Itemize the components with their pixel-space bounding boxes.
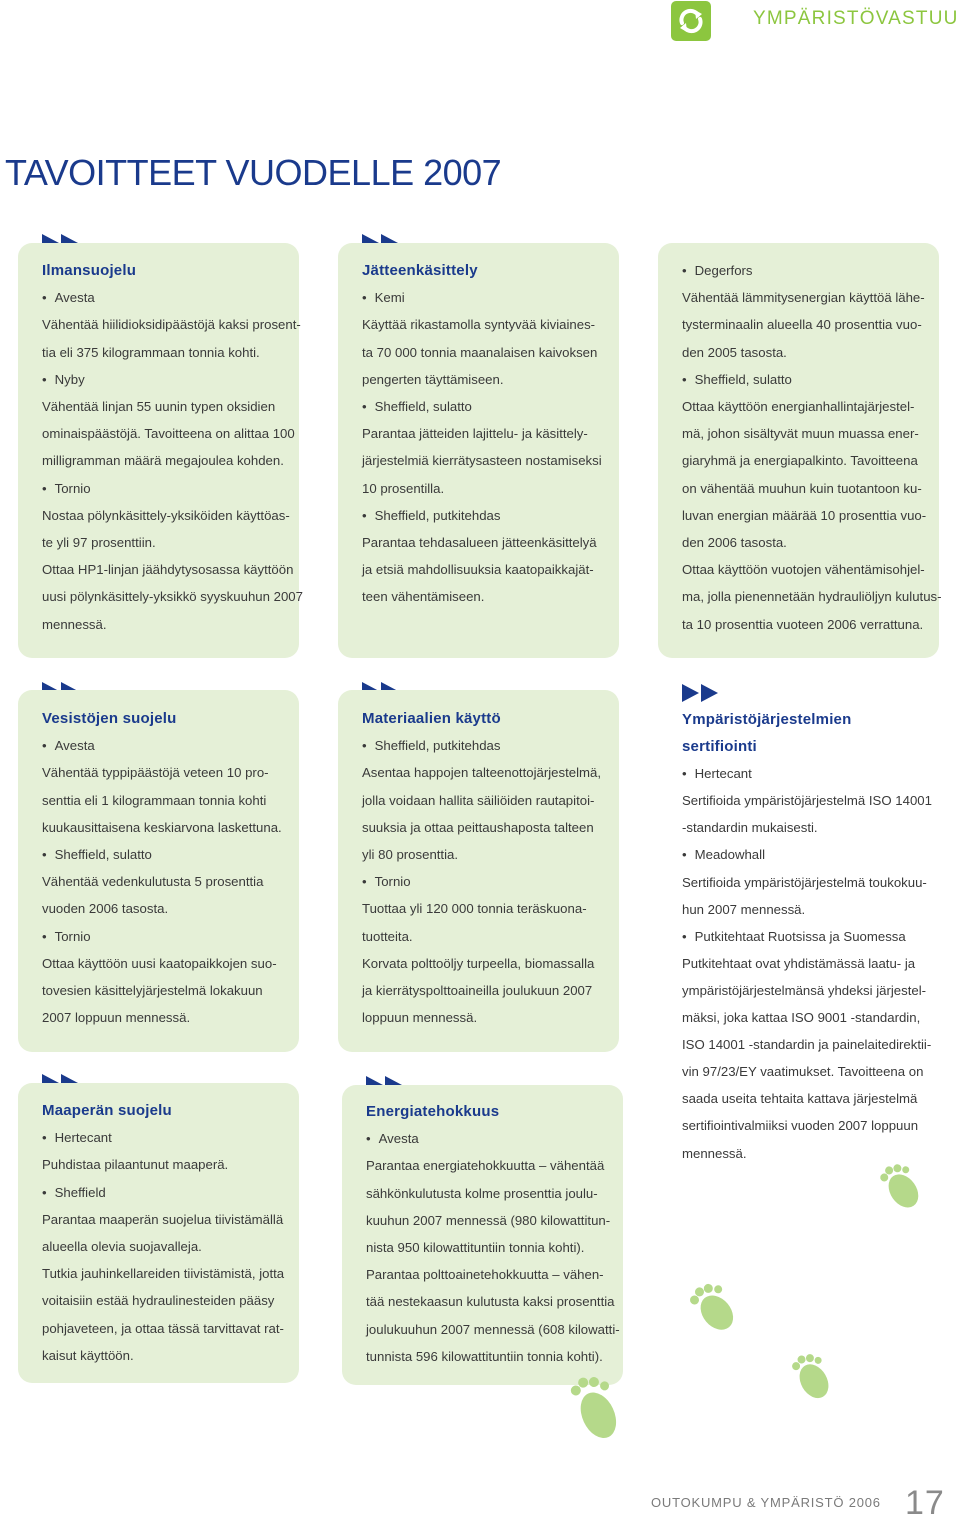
- goal-text-line: mäksi, joka kattaa ISO 9001 -standardin,: [682, 1010, 921, 1026]
- goal-text-line: Vähentää linjan 55 uunin typen oksidien: [42, 399, 276, 415]
- card-energia-top-text: [682, 257, 942, 638]
- goal-text-line: giaryhmä ja energiapalkinto. Tavoitteena: [682, 453, 918, 469]
- goal-text-line: tysterminaalin alueella 40 prosenttia vuo-: [682, 317, 922, 333]
- location-bullet: • Avesta: [42, 732, 282, 759]
- location-bullet: • Tornio: [42, 923, 282, 950]
- card-jatteenkasittely-text: [362, 257, 602, 611]
- goal-text-line: Korvata polttoöljy turpeella, biomassalla: [362, 955, 595, 971]
- publication-title: OUTOKUMPU & YMPÄRISTÖ 2006: [651, 1495, 881, 1510]
- goal-text-line: luvan energian määrää 10 prosenttia vuo-: [682, 507, 927, 523]
- goal-text-line: tuotteita.: [362, 928, 413, 944]
- goal-text-line: kaisut käyttöön.: [42, 1347, 134, 1363]
- card-materiaalien-text: [362, 705, 601, 1031]
- goal-text-line: kuuhun 2007 mennessä (980 kilowattitun-: [366, 1212, 611, 1228]
- goal-text-line: Ottaa HP1-linjan jäähdytysosassa käyttöön: [42, 562, 294, 578]
- location-bullet: • Sheffield, sulatto: [362, 393, 602, 420]
- goal-text-line: tää nestekaasun kulutusta kaksi prosenttia: [366, 1294, 615, 1310]
- goal-text-line: kuukausittaisena keskiarvona laskettuna.: [42, 819, 282, 835]
- goal-text-line: ISO 14001 -standardin ja painelaitedirektii-: [682, 1037, 932, 1053]
- location-bullet: • Sheffield, sulatto: [682, 366, 942, 393]
- card-ymparistojarjestelmien-text: [682, 706, 932, 1167]
- card-heading: Maaperän suojelu: [42, 1102, 172, 1119]
- card-vesistojen-text: [42, 705, 282, 1031]
- section-title: YMPÄRISTÖVASTUU: [753, 8, 959, 29]
- goal-text-line: Puhdistaa pilaantunut maaperä.: [42, 1157, 229, 1173]
- card-heading: Materiaalien käyttö: [362, 710, 501, 727]
- goal-text-line: järjestelmiä kierrätysasteen nostamiseksi: [362, 453, 602, 469]
- page-number: 17: [905, 1484, 945, 1522]
- location-bullet: • Sheffield, putkitehdas: [362, 732, 601, 759]
- goal-text-line: Ottaa käyttöön energianhallintajärjestel-: [682, 399, 915, 415]
- goal-text-line: suuksia ja ottaa peittaushaposta talteen: [362, 819, 594, 835]
- location-bullet: • Tornio: [362, 868, 601, 895]
- goal-text-line: Vähentää typpipäästöjä veteen 10 pro-: [42, 765, 269, 781]
- recycle-logo-icon: [671, 1, 711, 41]
- goal-text-line: joulukuuhun 2007 mennessä (608 kilowatti-: [366, 1321, 620, 1337]
- goal-text-line: Asentaa happojen talteenottojärjestelmä,: [362, 765, 602, 781]
- location-bullet: • Avesta: [366, 1125, 620, 1152]
- card-heading: sertifiointi: [682, 738, 757, 756]
- goal-text-line: den 2006 tasosta.: [682, 535, 787, 551]
- goal-text-line: senttia eli 1 kilogrammaan tonnia kohti: [42, 792, 267, 808]
- goal-text-line: 2007 loppuun mennessä.: [42, 1010, 191, 1026]
- goal-text-line: tovesien käsittelyjärjestelmä lokakuun: [42, 983, 263, 999]
- goal-text-line: Ottaa käyttöön vuotojen vähentämisohjel-: [682, 562, 925, 578]
- goal-text-line: ja kierrätyspolttoaineilla joulukuun 2007: [362, 983, 593, 999]
- goal-text-line: Parantaa polttoainetehokkuutta – vähen-: [366, 1267, 604, 1283]
- location-bullet: • Avesta: [42, 284, 303, 311]
- location-bullet: • Putkitehtaat Ruotsissa ja Suomessa: [682, 923, 932, 950]
- goal-text-line: 10 prosentilla.: [362, 480, 445, 496]
- card-energiatehokkuus-text: [366, 1098, 620, 1370]
- goal-text-line: yli 80 prosenttia.: [362, 847, 459, 863]
- location-bullet: • Nyby: [42, 366, 303, 393]
- card-ilmansuojelu-text: [42, 257, 303, 638]
- goal-text-line: ma, jolla pienennetään hydrauliöljyn kulutus-: [682, 589, 942, 605]
- goal-text-line: pohjaveteen, ja ottaa tässä tarvittavat rat-: [42, 1320, 284, 1336]
- footprint-icon: [780, 1348, 842, 1404]
- location-bullet: • Sheffield, putkitehdas: [362, 502, 602, 529]
- goal-text-line: on vähentää muuhun kuin tuotantoon ku-: [682, 480, 922, 496]
- goal-text-line: ympäristöjärjestelmänsä yhdeksi järjestel-: [682, 982, 927, 998]
- location-bullet: • Degerfors: [682, 257, 942, 284]
- goal-text-line: Parantaa maaperän suojelua tiivistämällä: [42, 1211, 284, 1227]
- footprint-icon: [558, 1368, 632, 1448]
- goal-text-line: tia eli 375 kilogrammaan tonnia kohti.: [42, 344, 260, 360]
- goal-text-line: Sertifioida ympäristöjärjestelmä ISO 14001: [682, 793, 932, 809]
- card-heading: Vesistöjen suojelu: [42, 710, 177, 727]
- goal-text-line: Vähentää lämmitysenergian käyttöä lähe-: [682, 290, 925, 306]
- goal-text-line: alueella olevia suojavalleja.: [42, 1239, 202, 1255]
- goal-text-line: voitaisiin estää hydraulinesteiden pääsy: [42, 1293, 275, 1309]
- goal-text-line: -standardin mukaisesti.: [682, 820, 818, 836]
- location-bullet: • Kemi: [362, 284, 602, 311]
- goal-text-line: Nostaa pölynkäsittely-yksiköiden käyttöas-: [42, 507, 290, 523]
- goal-text-line: tunnista 596 kilowattituntiin tonnia kohti).: [366, 1348, 603, 1364]
- goal-text-line: vuoden 2006 tasosta.: [42, 901, 169, 917]
- card-heading: Energiatehokkuus: [366, 1103, 500, 1120]
- goal-text-line: Parantaa jätteiden lajittelu- ja käsittely-: [362, 426, 588, 442]
- location-bullet: • Meadowhall: [682, 841, 932, 868]
- page-title: TAVOITTEET VUODELLE 2007: [5, 152, 502, 193]
- goal-text-line: Tutkia jauhinkellareiden tiivistämistä, jotta: [42, 1266, 285, 1282]
- goal-text-line: ta 10 prosenttia vuoteen 2006 verrattuna.: [682, 616, 924, 632]
- location-bullet: • Hertecant: [682, 760, 932, 787]
- goal-text-line: ja etsiä mahdollisuuksia kaatopaikkajät-: [362, 562, 594, 578]
- goal-text-line: Parantaa tehdasalueen jätteenkäsittelyä: [362, 535, 597, 551]
- goal-text-line: teen vähentämiseen.: [362, 589, 485, 605]
- goal-text-line: jolla voidaan hallita säiliöiden rautapitoi-: [362, 792, 595, 808]
- location-bullet: • Sheffield, sulatto: [42, 841, 282, 868]
- goal-text-line: mä, johon sisältyvät muun muassa ener-: [682, 426, 919, 442]
- goal-text-line: milligramman määrä megajoulea kohden.: [42, 453, 284, 469]
- card-maaperan-text: [42, 1097, 284, 1369]
- location-bullet: • Hertecant: [42, 1124, 284, 1151]
- goal-text-line: vin 97/23/EY vaatimukset. Tavoitteena on: [682, 1064, 924, 1080]
- goal-text-line: ominaispäästöjä. Tavoitteena on alittaa 100: [42, 426, 295, 442]
- goal-text-line: Putkitehtaat ovat yhdistämässä laatu- ja: [682, 955, 916, 971]
- goal-text-line: pengerten täyttämiseen.: [362, 371, 504, 387]
- goal-text-line: hun 2007 mennessä.: [682, 901, 806, 917]
- goal-text-line: mennessä.: [42, 616, 107, 632]
- card-heading: Jätteenkäsittely: [362, 262, 478, 279]
- goal-text-line: sähkönkulutusta kolme prosenttia joulu-: [366, 1185, 598, 1201]
- goal-text-line: Tuottaa yli 120 000 tonnia teräskuona-: [362, 901, 587, 917]
- double-arrow-icon: [682, 684, 722, 702]
- goal-text-line: loppuun mennessä.: [362, 1010, 478, 1026]
- goal-text-line: Vähentää vedenkulutusta 5 prosenttia: [42, 874, 264, 890]
- location-bullet: • Tornio: [42, 475, 303, 502]
- card-heading: Ympäristöjärjestelmien: [682, 711, 852, 728]
- goal-text-line: den 2005 tasosta.: [682, 344, 787, 360]
- goal-text-line: nista 950 kilowattituntiin tonnia kohti).: [366, 1240, 585, 1256]
- goal-text-line: mennessä.: [682, 1145, 747, 1161]
- goal-text-line: te yli 97 prosenttiin.: [42, 535, 156, 551]
- card-heading: Ilmansuojelu: [42, 262, 137, 279]
- footprint-icon: [680, 1278, 746, 1338]
- goal-text-line: sertifiointivalmiiksi vuoden 2007 loppuun: [682, 1118, 919, 1134]
- goal-text-line: Parantaa energiatehokkuutta – vähentää: [366, 1158, 605, 1174]
- goal-text-line: Ottaa käyttöön uusi kaatopaikkojen suo-: [42, 955, 277, 971]
- location-bullet: • Sheffield: [42, 1179, 284, 1206]
- goal-text-line: Sertifioida ympäristöjärjestelmä toukokuu-: [682, 874, 927, 890]
- goal-text-line: uusi pölynkäsittely-yksikkö syyskuuhun 2007: [42, 589, 303, 605]
- goal-text-line: Vähentää hiilidioksidipäästöjä kaksi prosent-: [42, 317, 301, 333]
- goal-text-line: Käyttää rikastamolla syntyvää kiviaines-: [362, 317, 596, 333]
- goal-text-line: saada useita tehtaita kattava järjestelmä: [682, 1091, 918, 1107]
- goal-text-line: ta 70 000 tonnia maanalaisen kaivoksen: [362, 344, 598, 360]
- footprint-icon: [870, 1158, 930, 1214]
